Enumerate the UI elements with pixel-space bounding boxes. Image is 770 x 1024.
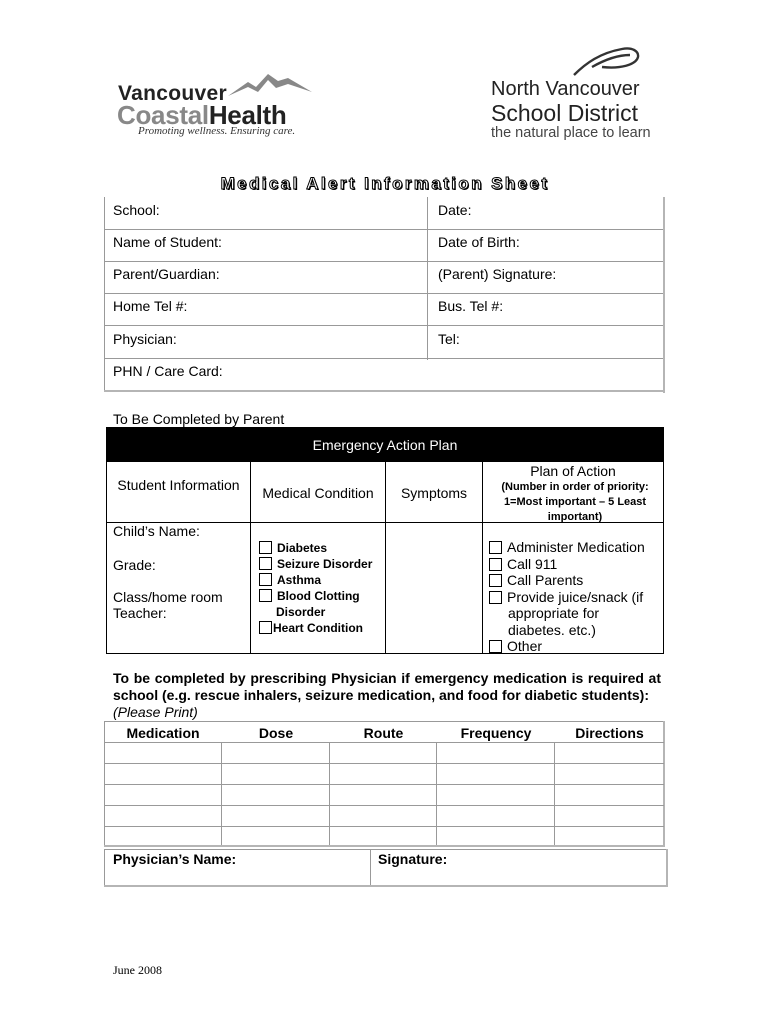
bus-tel-field[interactable]: Bus. Tel #: — [438, 298, 504, 314]
plan-other[interactable]: Other — [489, 638, 542, 655]
vch-tagline: Promoting wellness. Ensuring care. — [138, 125, 296, 137]
nvsd-logo-school-district: School District — [491, 100, 638, 126]
teacher-label-1: Class/home room — [113, 589, 223, 605]
condition-asthma[interactable]: Asthma — [259, 572, 321, 588]
condition-blood-clotting-cont: Disorder — [276, 605, 326, 619]
med-col-dose: Dose — [258, 725, 294, 741]
col-plan-of-action: Plan of Action — [530, 463, 616, 479]
nvsd-logo-north-vancouver: North Vancouver — [491, 78, 640, 100]
parent-signature-field[interactable]: (Parent) Signature: — [438, 266, 557, 282]
checkbox-icon[interactable] — [489, 574, 502, 587]
condition-blood-clotting[interactable]: Blood Clotting — [259, 588, 360, 604]
mountain-icon — [228, 70, 313, 100]
med-col-medication: Medication — [126, 725, 200, 741]
physician-signature-field[interactable]: Signature: — [378, 851, 448, 867]
checkbox-icon[interactable] — [259, 557, 272, 570]
leaf-icon — [572, 45, 642, 79]
vch-logo-vancouver: Vancouver — [118, 82, 227, 105]
nvsd-tagline: the natural place to learn — [491, 125, 651, 141]
plan-call-911[interactable]: Call 911 — [489, 556, 557, 573]
checkbox-icon[interactable] — [489, 591, 502, 604]
med-col-route: Route — [363, 725, 404, 741]
eap-header: Emergency Action Plan — [107, 427, 663, 462]
dob-field[interactable]: Date of Birth: — [438, 234, 520, 250]
plan-priority-note: (Number in order of priority: 1=Most important – 5 Least important) — [501, 481, 649, 523]
physician-name-field[interactable]: Physician’s Name: — [113, 851, 237, 867]
med-col-directions: Directions — [575, 725, 644, 741]
checkbox-icon[interactable] — [489, 541, 502, 554]
vch-health: Health — [208, 100, 287, 130]
col-medical-condition: Medical Condition — [262, 485, 374, 501]
tel-field[interactable]: Tel: — [438, 331, 460, 347]
plan-juice-cont-1: appropriate for — [508, 605, 600, 621]
child-name-label: Child’s Name: — [113, 523, 200, 539]
school-field[interactable]: School: — [113, 202, 160, 218]
physician-instructions: To be completed by prescribing Physician if emergency medication is required at school (e.g. rescue inhalers, seizure medication, and food for diabetic students): (Please Print) — [113, 670, 661, 720]
footer-date: June 2008 — [113, 963, 162, 977]
plan-medication[interactable]: Administer Medication — [489, 539, 645, 556]
vch-coastal: Coastal — [117, 100, 209, 130]
checkbox-icon[interactable] — [259, 589, 272, 602]
condition-diabetes[interactable]: Diabetes — [259, 540, 327, 556]
physician-field[interactable]: Physician: — [113, 331, 177, 347]
date-field[interactable]: Date: — [438, 202, 472, 218]
checkbox-icon[interactable] — [259, 573, 272, 586]
home-tel-field[interactable]: Home Tel #: — [113, 298, 188, 314]
condition-seizure[interactable]: Seizure Disorder — [259, 556, 372, 572]
checkbox-icon[interactable] — [259, 621, 272, 634]
plan-call-parents[interactable]: Call Parents — [489, 572, 583, 589]
plan-juice-snack[interactable]: Provide juice/snack (if — [489, 589, 643, 606]
condition-heart[interactable]: Heart Condition — [259, 620, 363, 636]
checkbox-icon[interactable] — [489, 640, 502, 653]
checkbox-icon[interactable] — [259, 541, 272, 554]
teacher-label-2: Teacher: — [113, 605, 167, 621]
checkbox-icon[interactable] — [489, 558, 502, 571]
parent-section-label: To Be Completed by Parent — [113, 411, 285, 427]
form-title: Medical Alert Information Sheet — [220, 174, 550, 193]
student-name-field[interactable]: Name of Student: — [113, 234, 222, 250]
parent-guardian-field[interactable]: Parent/Guardian: — [113, 266, 220, 282]
plan-juice-cont-2: diabetes. etc.) — [508, 622, 596, 638]
please-print: (Please Print) — [113, 704, 198, 720]
col-student-info: Student Information — [117, 477, 240, 493]
grade-label: Grade: — [113, 557, 156, 573]
phn-field[interactable]: PHN / Care Card: — [113, 363, 223, 379]
col-symptoms: Symptoms — [400, 485, 468, 501]
med-col-frequency: Frequency — [460, 725, 532, 741]
